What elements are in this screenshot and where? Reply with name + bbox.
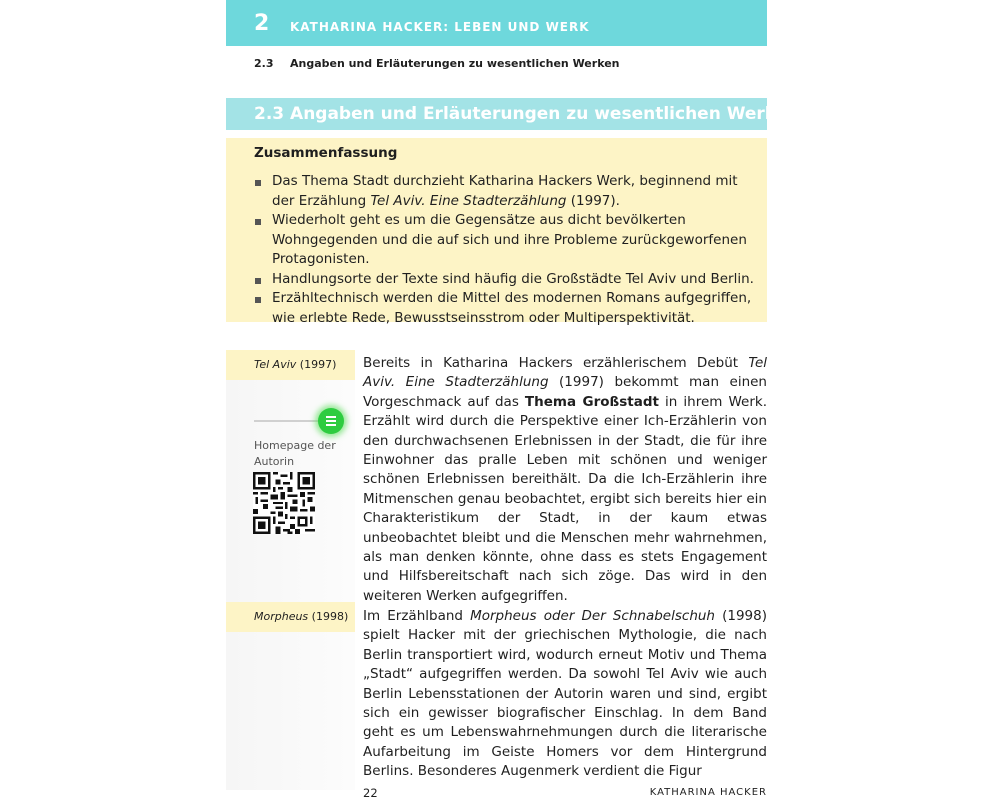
homepage-label: Homepage der Autorin <box>254 439 336 468</box>
summary-bullet: Wiederholt geht es um die Gegensätze aus dicht bevölkerten Wohngegenden und die auf sich und ihre Probleme zurückgeworfenen Protagonisten. <box>254 211 759 270</box>
summary-heading: Zusammenfassung <box>254 145 398 161</box>
summary-list <box>254 172 759 328</box>
margin-tag-morpheus <box>226 602 355 632</box>
page-number: 22 <box>363 786 378 800</box>
bullet-text: Das Thema Stadt durchzieht Katharina Hackers Werk, beginnend mit der Erzählung <box>272 173 738 209</box>
body-text: (1997) bekommt man einen Vorgeschmack auf das <box>363 374 767 410</box>
body-text: in ihrem Werk. Erzählt wird durch die Perspektive einer Ich-Erzählerin von den durchwachsenen Erlebnissen in der Stadt, die für ihre Einwohner das pralle Leben mit schönen und weniger schönen Erlebnissen bereithält. Da die Ich-Erzählerin ihre Mitmenschen genau beobachtet, ergibt sich bereits hier ein Charakteristikum der Stadt, in der kaum etwas unbeobachtet bleibt und die Menschen mehr wahrnehmen, als man denken könnte, ohne dass es stets Engagement und Hilfsbereitschaft nach sich zöge. Das wird in den weiteren Werken aufgegriffen. <box>363 393 767 604</box>
menu-lines-icon[interactable] <box>318 408 344 434</box>
subsection-title: Angaben und Erläuterungen zu wesentlichen Werken <box>290 57 620 70</box>
chapter-title: KATHARINA HACKER: LEBEN UND WERK <box>290 20 590 34</box>
summary-bullet <box>254 172 759 211</box>
bullet-text: (1997). <box>566 192 620 209</box>
chapter-number: 2 <box>254 11 270 36</box>
body-text: Bereits in Katharina Hackers erzählerischem Debüt <box>363 355 749 371</box>
margin-tag-year: (1997) <box>296 358 337 371</box>
qr-code-icon[interactable] <box>253 472 315 534</box>
running-footer-title: KATHARINA HACKER <box>649 787 767 798</box>
margin-tag-title: Tel Aviv <box>254 358 297 371</box>
work-title: Morpheus oder Der Schnabelschuh <box>470 608 715 624</box>
section-title: 2.3 Angaben und Erläuterungen zu wesentlichen Werken <box>254 104 800 124</box>
summary-bullet: Handlungsorte der Texte sind häufig die Großstädte Tel Aviv und Berlin. <box>254 270 759 290</box>
keyword: Thema Großstadt <box>524 393 659 410</box>
work-title: Tel Aviv. Eine Stadterzählung <box>363 355 767 391</box>
body-text: (1998) spielt Hacker mit der griechischen Mythologie, die nach Berlin transportiert wird, wodurch erneut Motiv und Thema „Stadt“ aufgegriffen werden. Da sowohl Tel Aviv wie auch Berlin Lebensstationen der Autorin waren und sind, ergibt sich ein gewisser biografischer Einschlag. In dem Band geht es um Lebenswahrnehmungen durch die literarische Aufarbeitung im Geiste Homers vor dem Hintergrund Berlins. Besonderes Augenmerk verdient die Figur <box>363 608 768 780</box>
margin-tag-year: (1998) <box>308 610 349 623</box>
summary-bullet: Erzähltechnisch werden die Mittel des modernen Romans aufgegriffen, wie erlebte Rede, Bewusstseinsstrom oder Multiperspektivität. <box>254 289 759 328</box>
work-title: Tel Aviv. Eine Stadterzählung <box>370 192 567 209</box>
body-paragraph-morpheus <box>363 607 767 782</box>
margin-tag-tel-aviv <box>226 350 355 380</box>
margin-tag-title: Morpheus <box>254 610 309 623</box>
body-paragraph-tel-aviv <box>363 354 767 606</box>
body-text: Im Erzählband <box>363 608 471 624</box>
subsection-number: 2.3 <box>254 57 274 70</box>
